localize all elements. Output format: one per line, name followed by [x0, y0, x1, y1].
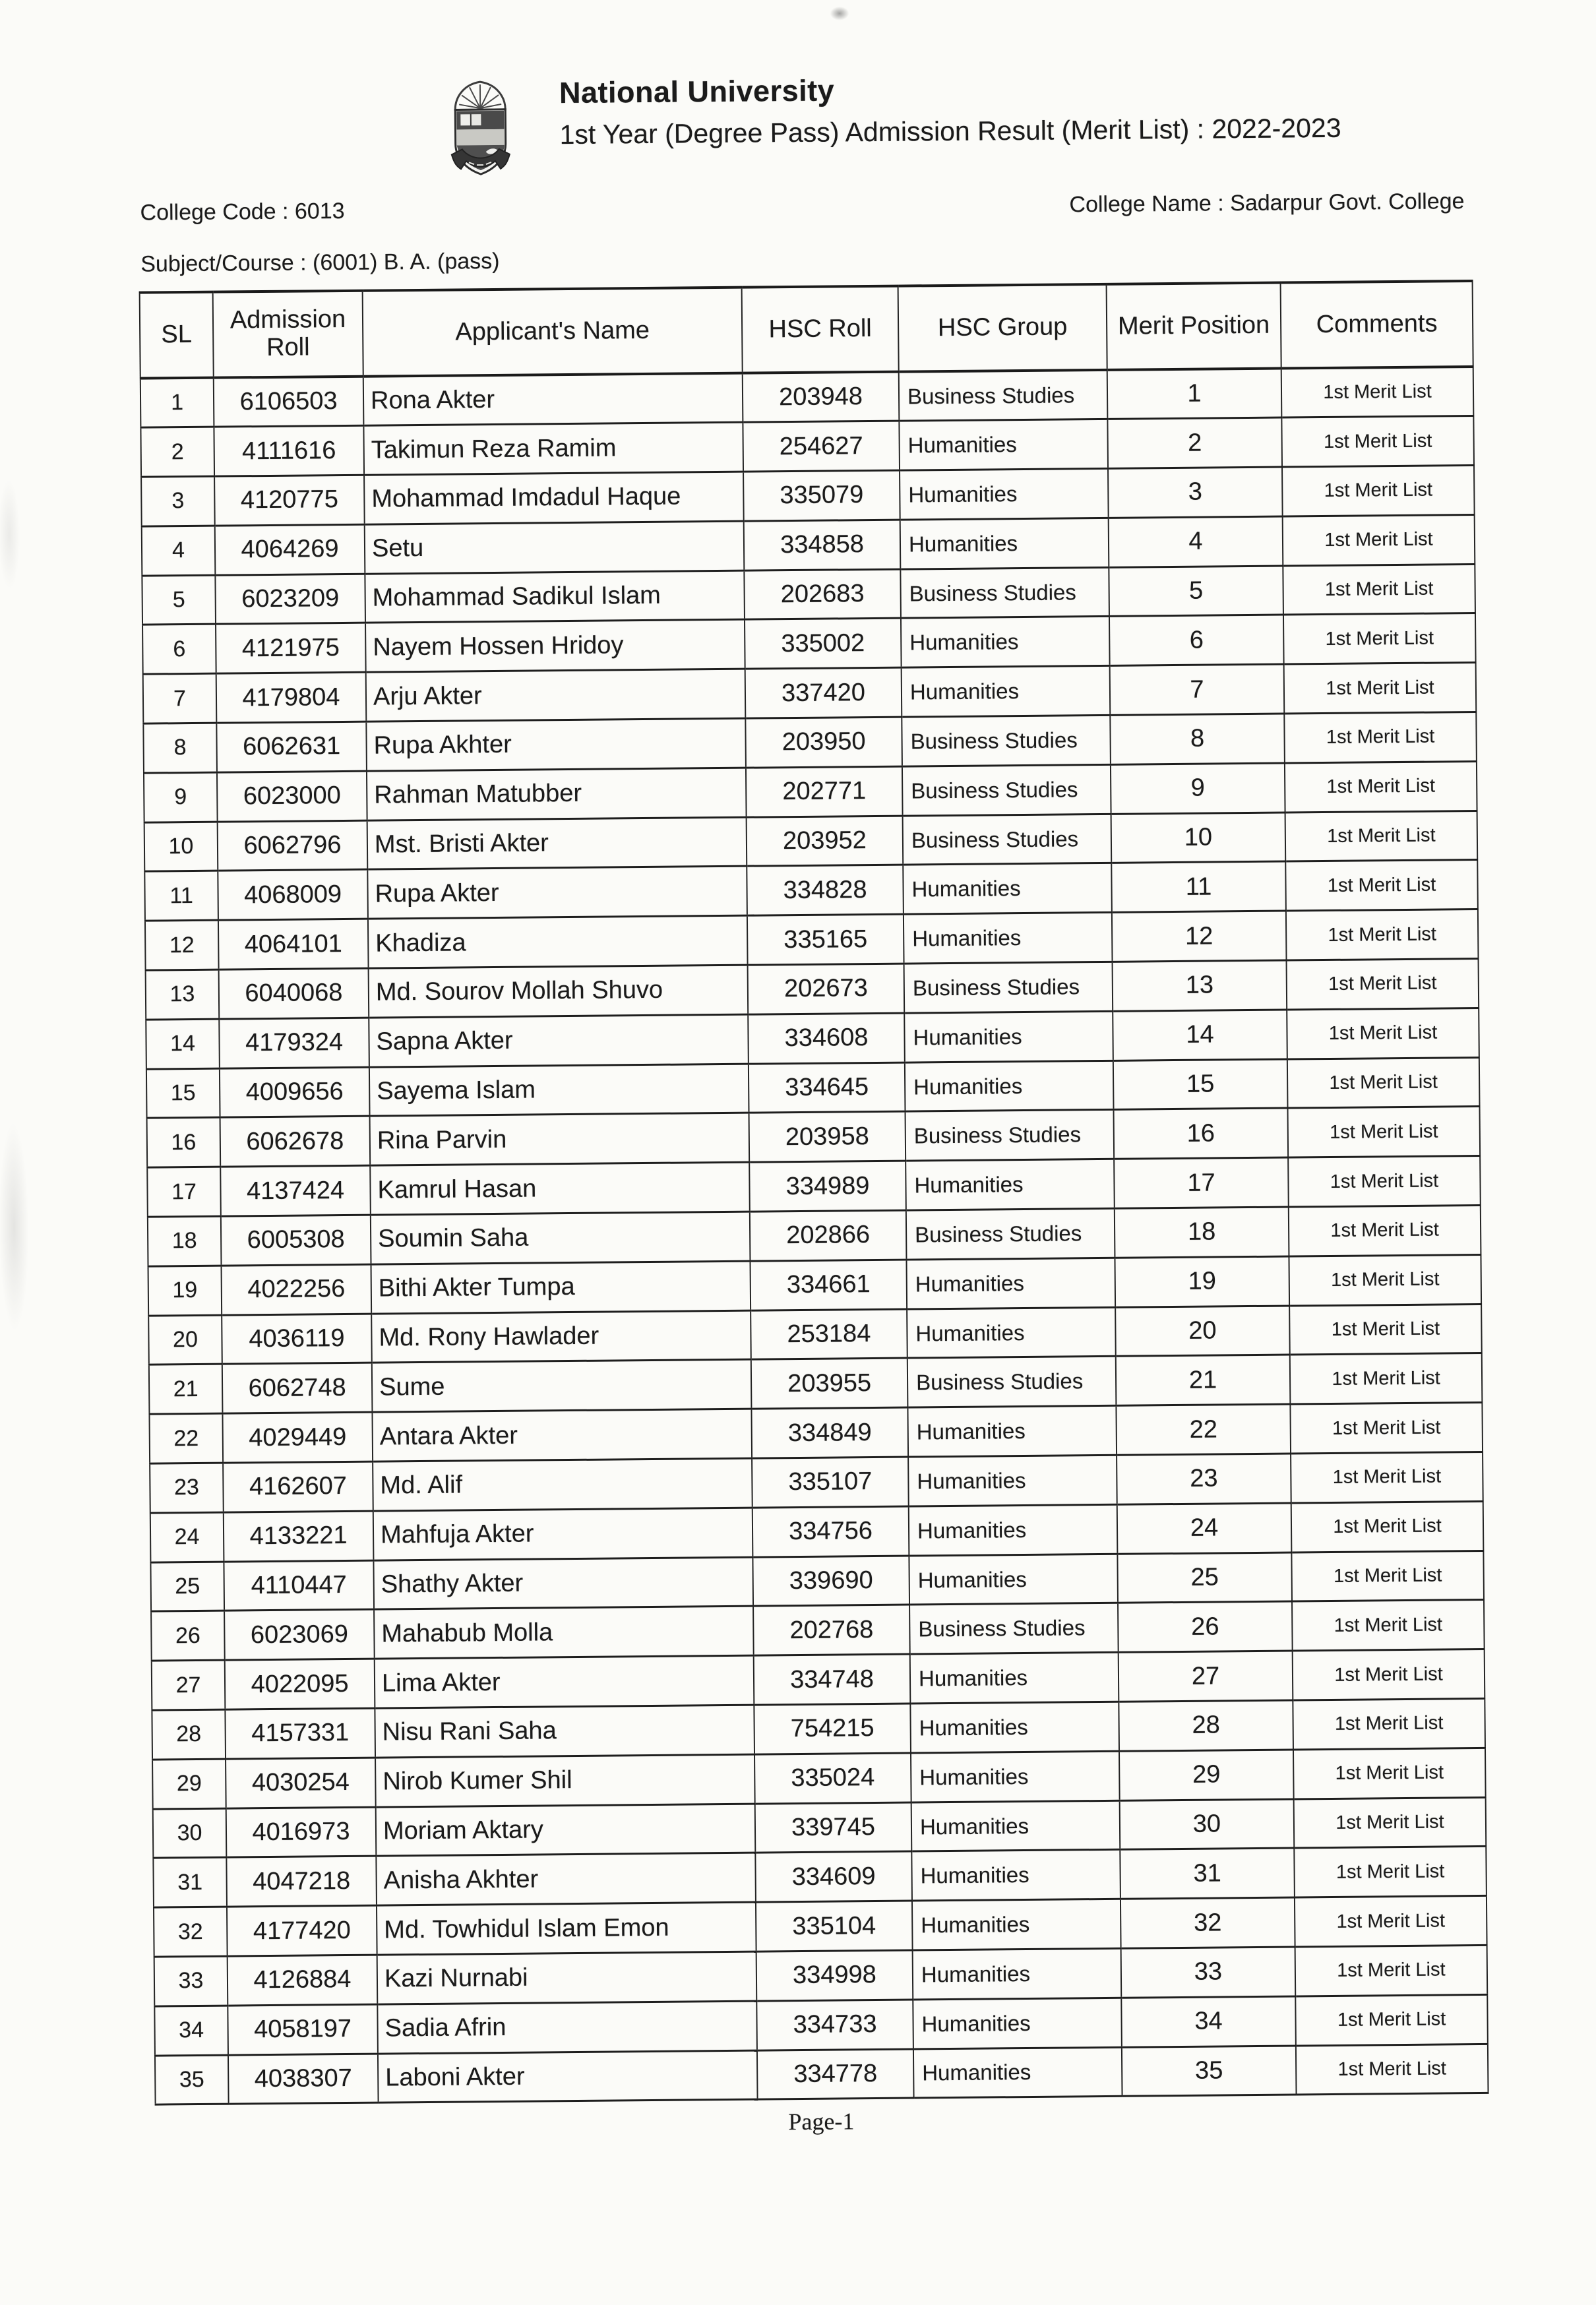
cell-comments: 1st Merit List — [1285, 811, 1478, 861]
cell-hsc-roll: 202673 — [748, 964, 905, 1014]
cell-hsc-roll: 334733 — [756, 2000, 913, 2050]
cell-comments: 1st Merit List — [1294, 1797, 1487, 1848]
scan-artifact — [828, 5, 851, 22]
cell-merit-position: 9 — [1111, 763, 1285, 814]
cell-applicant-name: Nayem Hossen Hridoy — [365, 620, 745, 673]
cell-sl: 10 — [144, 822, 218, 872]
cell-merit-position: 1 — [1107, 369, 1282, 419]
cell-comments: 1st Merit List — [1295, 1896, 1487, 1947]
cell-hsc-group: Humanities — [900, 468, 1109, 520]
cell-hsc-group: Humanities — [905, 1159, 1115, 1211]
cell-merit-position: 34 — [1121, 1996, 1296, 2047]
cell-comments: 1st Merit List — [1283, 613, 1476, 664]
cell-hsc-roll: 334998 — [756, 1950, 913, 2001]
cell-sl: 23 — [150, 1463, 224, 1513]
column-header-comments: Comments — [1281, 281, 1473, 369]
cell-admission-roll: 4133221 — [224, 1511, 374, 1562]
cell-hsc-roll: 203958 — [749, 1112, 906, 1163]
cell-comments: 1st Merit List — [1296, 2044, 1489, 2095]
cell-merit-position: 26 — [1118, 1601, 1293, 1652]
cell-comments: 1st Merit List — [1285, 860, 1478, 911]
cell-comments: 1st Merit List — [1295, 1945, 1488, 1996]
cell-applicant-name: Mst. Bristi Akter — [367, 817, 747, 870]
cell-comments: 1st Merit List — [1286, 909, 1479, 960]
cell-sl: 26 — [151, 1611, 225, 1661]
cell-merit-position: 20 — [1115, 1306, 1290, 1357]
cell-hsc-group: Business Studies — [905, 1110, 1115, 1161]
cell-hsc-group: Business Studies — [909, 1603, 1119, 1655]
cell-sl: 31 — [153, 1858, 227, 1908]
scan-artifact — [0, 462, 24, 607]
cell-merit-position: 10 — [1111, 813, 1286, 863]
cell-comments: 1st Merit List — [1287, 959, 1479, 1010]
cell-hsc-roll: 202768 — [753, 1605, 910, 1655]
cell-hsc-group: Business Studies — [904, 962, 1113, 1013]
cell-sl: 2 — [140, 427, 214, 477]
subject-course: Subject/Course : (6001) B. A. (pass) — [140, 249, 500, 277]
cell-sl: 4 — [142, 526, 216, 576]
cell-comments: 1st Merit List — [1283, 514, 1475, 565]
cell-admission-roll: 4120775 — [214, 475, 365, 526]
column-header-sl: SL — [140, 292, 214, 379]
cell-applicant-name: Mohammad Sadikul Islam — [365, 570, 745, 623]
cell-merit-position: 24 — [1117, 1503, 1292, 1554]
cell-admission-roll: 4022256 — [222, 1264, 372, 1315]
cell-hsc-group: Humanities — [910, 1653, 1119, 1704]
cell-merit-position: 11 — [1111, 862, 1286, 913]
cell-sl: 35 — [155, 2055, 229, 2105]
table-header-row — [140, 281, 1473, 379]
cell-hsc-roll: 335104 — [756, 1901, 913, 1952]
cell-hsc-group: Humanities — [913, 1948, 1122, 2000]
cell-admission-roll: 6040068 — [219, 968, 369, 1019]
cell-sl: 9 — [144, 772, 218, 822]
cell-hsc-roll: 203950 — [745, 717, 902, 768]
cell-merit-position: 29 — [1119, 1750, 1294, 1800]
cell-hsc-roll: 334608 — [748, 1013, 905, 1064]
cell-sl: 8 — [143, 723, 217, 773]
cell-admission-roll: 4177420 — [227, 1905, 377, 1956]
cell-merit-position: 32 — [1120, 1897, 1295, 1948]
cell-admission-roll: 4058197 — [228, 2004, 378, 2055]
cell-comments: 1st Merit List — [1291, 1551, 1484, 1601]
cell-comments: 1st Merit List — [1295, 1994, 1488, 2045]
cell-hsc-group: Humanities — [906, 1258, 1115, 1309]
cell-comments: 1st Merit List — [1291, 1501, 1484, 1552]
cell-merit-position: 16 — [1114, 1108, 1289, 1159]
cell-hsc-group: Humanities — [903, 863, 1112, 915]
cell-merit-position: 2 — [1107, 417, 1282, 468]
cell-hsc-roll: 253184 — [751, 1309, 907, 1360]
cell-comments: 1st Merit List — [1283, 564, 1475, 615]
cell-merit-position: 22 — [1116, 1404, 1291, 1455]
cell-admission-roll: 4068009 — [218, 870, 368, 921]
cell-merit-position: 12 — [1112, 911, 1287, 962]
cell-hsc-roll: 337420 — [745, 667, 902, 718]
cell-sl: 1 — [140, 378, 214, 428]
cell-sl: 3 — [141, 476, 215, 526]
cell-merit-position: 3 — [1108, 467, 1283, 518]
cell-applicant-name: Mahabub Molla — [374, 1607, 754, 1659]
column-header-merit-position: Merit Position — [1107, 283, 1281, 370]
cell-hsc-group: Humanities — [908, 1455, 1117, 1506]
cell-sl: 25 — [150, 1562, 224, 1612]
cell-applicant-name: Lima Akter — [375, 1655, 754, 1708]
cell-merit-position: 23 — [1117, 1454, 1291, 1504]
cell-hsc-roll: 202866 — [750, 1210, 907, 1261]
cell-sl: 7 — [143, 673, 217, 723]
cell-hsc-roll: 339690 — [752, 1556, 909, 1607]
cell-hsc-group: Humanities — [899, 419, 1108, 471]
cell-hsc-roll: 203952 — [747, 816, 904, 867]
cell-applicant-name: Arju Akter — [366, 669, 746, 722]
cell-sl: 30 — [153, 1808, 227, 1859]
cell-merit-position: 15 — [1113, 1059, 1288, 1110]
cell-admission-roll: 4121975 — [216, 623, 366, 674]
cell-admission-roll: 6023209 — [215, 574, 365, 625]
cell-comments: 1st Merit List — [1287, 1107, 1480, 1157]
cell-merit-position: 14 — [1113, 1010, 1287, 1060]
cell-admission-roll: 4029449 — [222, 1412, 373, 1463]
cell-hsc-roll: 334748 — [754, 1654, 911, 1705]
cell-hsc-roll: 334858 — [744, 520, 901, 570]
cell-comments: 1st Merit List — [1288, 1156, 1481, 1207]
cell-applicant-name: Rahman Matubber — [367, 768, 747, 820]
cell-hsc-group: Humanities — [913, 2047, 1122, 2099]
cell-hsc-group: Business Studies — [903, 814, 1112, 865]
cell-merit-position: 35 — [1122, 2046, 1297, 2097]
cell-hsc-roll: 334756 — [752, 1506, 909, 1557]
cell-sl: 15 — [146, 1068, 220, 1119]
cell-hsc-roll: 202771 — [746, 766, 903, 817]
cell-comments: 1st Merit List — [1290, 1403, 1483, 1454]
cell-comments: 1st Merit List — [1281, 367, 1474, 417]
national-university-seal-icon — [448, 80, 512, 185]
cell-hsc-group: Humanities — [911, 1850, 1120, 1901]
cell-admission-roll: 4064101 — [218, 919, 369, 969]
cell-hsc-roll: 335002 — [745, 619, 902, 669]
cell-comments: 1st Merit List — [1291, 1452, 1483, 1502]
cell-applicant-name: Laboni Akter — [378, 2050, 758, 2103]
cell-applicant-name: Khadiza — [368, 915, 748, 968]
cell-admission-roll: 4162607 — [223, 1461, 373, 1512]
cell-sl: 21 — [149, 1365, 223, 1415]
cell-comments: 1st Merit List — [1289, 1254, 1481, 1305]
cell-hsc-roll: 335024 — [754, 1753, 911, 1804]
cell-admission-roll: 6005308 — [221, 1215, 371, 1266]
college-code: College Code : 6013 — [140, 199, 344, 226]
cell-admission-roll: 6023069 — [224, 1610, 375, 1661]
cell-hsc-group: Business Studies — [902, 715, 1111, 766]
cell-sl: 29 — [152, 1759, 226, 1809]
cell-hsc-group: Business Studies — [907, 1357, 1117, 1408]
merit-list-table — [139, 280, 1489, 2106]
cell-admission-roll: 4111616 — [214, 426, 364, 477]
cell-sl: 16 — [147, 1118, 221, 1168]
cell-hsc-roll: 339745 — [755, 1802, 912, 1853]
cell-applicant-name: Rupa Akhter — [366, 718, 746, 771]
cell-hsc-group: Humanities — [900, 518, 1109, 569]
cell-applicant-name: Shathy Akter — [373, 1557, 753, 1610]
cell-hsc-roll: 335165 — [747, 914, 904, 965]
cell-admission-roll: 6062796 — [218, 820, 368, 871]
university-name: National University — [559, 69, 1341, 110]
cell-merit-position: 5 — [1109, 566, 1283, 617]
cell-hsc-group: Humanities — [907, 1406, 1117, 1458]
cell-applicant-name: Sume — [372, 1360, 752, 1413]
cell-hsc-group: Humanities — [910, 1702, 1119, 1753]
cell-admission-roll: 6023000 — [217, 771, 367, 822]
cell-applicant-name: Sayema Islam — [369, 1064, 749, 1117]
cell-hsc-group: Business Studies — [899, 370, 1108, 421]
cell-applicant-name: Moriam Aktary — [376, 1804, 756, 1857]
cell-admission-roll: 4036119 — [222, 1314, 372, 1365]
cell-sl: 28 — [152, 1709, 226, 1760]
cell-comments: 1st Merit List — [1284, 712, 1477, 763]
cell-sl: 6 — [142, 625, 216, 675]
cell-applicant-name: Md. Rony Hawlader — [371, 1310, 751, 1363]
column-header-admission-roll: Admission Roll — [213, 291, 363, 378]
cell-sl: 27 — [152, 1660, 226, 1710]
cell-merit-position: 13 — [1113, 960, 1287, 1011]
cell-comments: 1st Merit List — [1281, 416, 1474, 467]
cell-hsc-group: Business Studies — [902, 764, 1111, 816]
cell-applicant-name: Rupa Akter — [367, 867, 747, 919]
cell-admission-roll: 6106503 — [214, 377, 364, 427]
cell-applicant-name: Antara Akter — [372, 1409, 752, 1461]
cell-merit-position: 7 — [1110, 664, 1285, 715]
cell-merit-position: 28 — [1119, 1700, 1293, 1751]
cell-sl: 11 — [144, 871, 218, 921]
cell-hsc-roll: 203955 — [751, 1359, 908, 1409]
cell-comments: 1st Merit List — [1289, 1304, 1482, 1355]
cell-merit-position: 6 — [1109, 615, 1284, 666]
cell-admission-roll: 4022095 — [225, 1659, 375, 1709]
cell-sl: 20 — [148, 1315, 222, 1365]
cell-admission-roll: 4179324 — [219, 1018, 369, 1068]
cell-admission-roll: 6062631 — [216, 722, 367, 772]
cell-applicant-name: Takimun Reza Ramim — [363, 422, 743, 475]
cell-hsc-roll: 334989 — [749, 1161, 906, 1212]
cell-hsc-group: Business Studies — [900, 567, 1109, 619]
cell-comments: 1st Merit List — [1289, 1206, 1481, 1256]
cell-sl: 13 — [146, 969, 220, 1020]
cell-sl: 19 — [148, 1266, 222, 1316]
cell-applicant-name: Anisha Akhter — [376, 1853, 756, 1906]
document-title: 1st Year (Degree Pass) Admission Result (Merit List) : 2022-2023 — [559, 113, 1341, 150]
cell-hsc-group: Humanities — [909, 1554, 1118, 1605]
cell-hsc-group: Business Studies — [906, 1208, 1115, 1260]
cell-hsc-group: Humanities — [905, 1060, 1114, 1112]
cell-admission-roll: 4016973 — [226, 1807, 377, 1858]
cell-sl: 33 — [154, 1956, 228, 2006]
cell-sl: 5 — [142, 575, 216, 625]
cell-comments: 1st Merit List — [1293, 1649, 1485, 1700]
column-header-hsc-group: HSC Group — [898, 284, 1107, 372]
cell-applicant-name: Sapna Akter — [369, 1014, 749, 1067]
cell-hsc-roll: 334645 — [749, 1062, 905, 1113]
scan-artifact — [0, 1088, 35, 1366]
cell-applicant-name: Kazi Nurnabi — [377, 1952, 757, 2004]
cell-merit-position: 30 — [1120, 1799, 1295, 1850]
cell-applicant-name: Nisu Rani Saha — [375, 1705, 754, 1758]
cell-admission-roll: 4157331 — [225, 1708, 375, 1759]
cell-admission-roll: 4137424 — [220, 1165, 371, 1216]
cell-applicant-name: Nirob Kumer Shil — [375, 1754, 755, 1807]
cell-applicant-name: Md. Alif — [373, 1458, 752, 1511]
cell-applicant-name: Bithi Akter Tumpa — [371, 1261, 751, 1314]
cell-hsc-roll: 754215 — [754, 1704, 911, 1754]
cell-merit-position: 25 — [1117, 1552, 1292, 1603]
cell-merit-position: 27 — [1119, 1651, 1293, 1702]
cell-applicant-name: Rina Parvin — [370, 1113, 750, 1166]
cell-hsc-roll: 334661 — [750, 1260, 907, 1310]
cell-sl: 34 — [154, 2006, 228, 2056]
cell-hsc-group: Humanities — [902, 666, 1111, 718]
cell-hsc-group: Humanities — [907, 1307, 1116, 1359]
cell-applicant-name: Mahfuja Akter — [373, 1508, 753, 1560]
cell-comments: 1st Merit List — [1293, 1748, 1486, 1798]
table-body — [140, 367, 1489, 2105]
cell-hsc-group: Humanities — [911, 1800, 1120, 1852]
cell-hsc-roll: 203948 — [743, 372, 900, 423]
cell-hsc-roll: 334828 — [747, 865, 904, 916]
cell-hsc-group: Humanities — [913, 1998, 1122, 2049]
cell-admission-roll: 4030254 — [226, 1758, 376, 1808]
cell-sl: 22 — [149, 1413, 223, 1463]
cell-applicant-name: Kamrul Hasan — [370, 1162, 750, 1215]
page-number: Page-1 — [155, 2102, 1488, 2141]
cell-applicant-name: Md. Sourov Mollah Shuvo — [369, 965, 749, 1018]
cell-hsc-group: Humanities — [904, 913, 1113, 964]
cell-comments: 1st Merit List — [1285, 761, 1477, 812]
cell-hsc-roll: 334778 — [757, 2049, 914, 2100]
cell-applicant-name: Mohammad Imdadul Haque — [364, 472, 744, 524]
cell-admission-roll: 4179804 — [216, 672, 367, 723]
cell-comments: 1st Merit List — [1282, 466, 1475, 516]
cell-merit-position: 33 — [1121, 1947, 1296, 1998]
cell-hsc-roll: 334849 — [751, 1407, 908, 1458]
cell-comments: 1st Merit List — [1292, 1600, 1485, 1651]
cell-merit-position: 31 — [1120, 1848, 1295, 1899]
cell-merit-position: 4 — [1109, 516, 1283, 567]
cell-hsc-roll: 202683 — [744, 569, 901, 620]
college-name: College Name : Sadarpur Govt. College — [1069, 189, 1464, 218]
cell-comments: 1st Merit List — [1287, 1057, 1480, 1108]
cell-sl: 24 — [150, 1512, 224, 1562]
cell-comments: 1st Merit List — [1287, 1008, 1479, 1059]
cell-comments: 1st Merit List — [1290, 1353, 1483, 1404]
cell-merit-position: 17 — [1114, 1157, 1289, 1208]
cell-admission-roll: 4038307 — [228, 2054, 379, 2105]
cell-hsc-roll: 335079 — [743, 470, 900, 521]
cell-admission-roll: 4126884 — [228, 1955, 378, 2006]
cell-hsc-roll: 334609 — [755, 1851, 912, 1902]
cell-merit-position: 21 — [1116, 1355, 1291, 1405]
cell-applicant-name: Setu — [365, 521, 745, 574]
cell-merit-position: 18 — [1115, 1207, 1289, 1258]
cell-admission-roll: 4110447 — [224, 1560, 374, 1611]
cell-hsc-group: Humanities — [901, 617, 1110, 668]
cell-admission-roll: 4064269 — [215, 524, 365, 575]
cell-hsc-roll: 254627 — [743, 421, 900, 472]
cell-hsc-roll: 335107 — [752, 1457, 909, 1508]
cell-applicant-name: Md. Towhidul Islam Emon — [377, 1902, 756, 1955]
cell-sl: 32 — [154, 1907, 228, 1957]
cell-hsc-group: Humanities — [909, 1504, 1118, 1556]
cell-comments: 1st Merit List — [1284, 663, 1477, 714]
cell-merit-position: 19 — [1115, 1256, 1289, 1307]
cell-hsc-group: Humanities — [911, 1751, 1120, 1802]
cell-admission-roll: 4009656 — [220, 1067, 370, 1118]
cell-comments: 1st Merit List — [1294, 1847, 1487, 1897]
cell-hsc-group: Humanities — [904, 1011, 1113, 1062]
cell-applicant-name: Rona Akter — [363, 373, 743, 426]
cell-applicant-name: Sadia Afrin — [377, 2001, 757, 2054]
cell-merit-position: 8 — [1110, 714, 1285, 764]
cell-hsc-group: Humanities — [912, 1899, 1121, 1950]
column-header-applicant-name: Applicant's Name — [363, 288, 743, 377]
cell-admission-roll: 4047218 — [226, 1857, 377, 1907]
cell-admission-roll: 6062748 — [222, 1363, 373, 1414]
cell-admission-roll: 6062678 — [220, 1117, 371, 1167]
cell-comments: 1st Merit List — [1293, 1698, 1485, 1749]
cell-sl: 14 — [146, 1019, 220, 1069]
cell-sl: 18 — [148, 1216, 222, 1266]
cell-applicant-name: Soumin Saha — [371, 1212, 751, 1264]
cell-sl: 17 — [147, 1167, 221, 1217]
cell-sl: 12 — [145, 920, 219, 970]
column-header-hsc-roll: HSC Roll — [742, 286, 899, 373]
